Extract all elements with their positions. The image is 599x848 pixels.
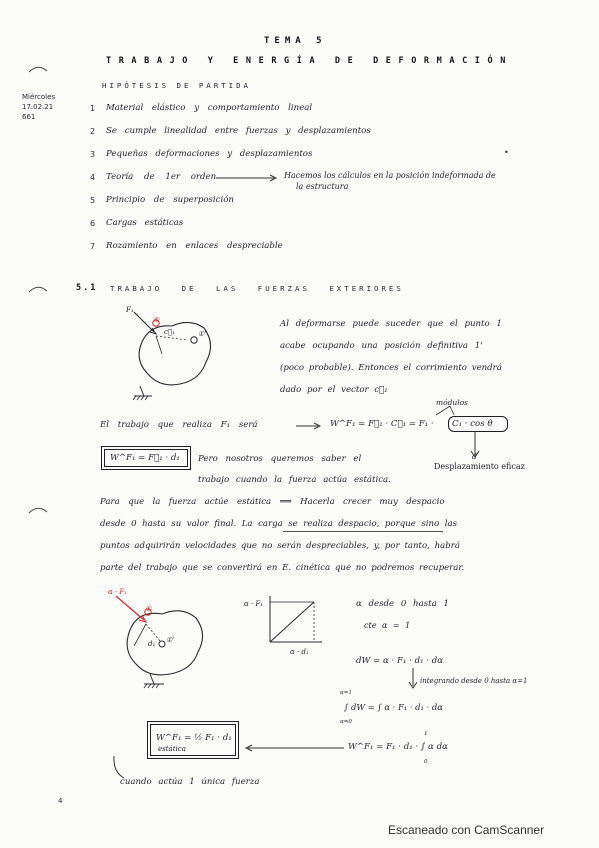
work-formula-left: W^F₁ = F⃗₁ · C⃗₁ = F₁ ·: [330, 419, 434, 429]
page-title: TRABAJO Y ENERGÍA DE DEFORMACIÓN: [106, 56, 513, 66]
alpha-range: α desde 0 hasta 1: [356, 599, 449, 609]
hypothesis-number: 6: [90, 219, 96, 228]
deformable-body-diagram-1: [120, 302, 220, 402]
work-formula-box: C₁ · cos θ: [452, 419, 493, 429]
arrow-down-icon: [408, 668, 418, 690]
margin-date: 17.02.21: [22, 103, 54, 111]
integral-lim-low: α=0: [340, 719, 352, 725]
hypothesis-text: Principio de superposición: [106, 195, 234, 205]
tema-heading: TEMA 5: [264, 36, 327, 46]
integrando-note: integrando desde 0 hasta α=1: [420, 677, 528, 685]
section-number: 5.1: [76, 283, 98, 293]
para2-line-1: Pero nosotros queremos saber el: [198, 454, 362, 464]
para3-line-1: Para que la fuerza actúe estática ⟹ Hacerla crecer muy despacio: [100, 497, 445, 507]
hypothesis-text: Cargas estáticas: [106, 218, 184, 228]
alpha-static: cte α = 1: [364, 621, 411, 630]
formula-box-1-text: W^F₁ = F⃗₁ · d₁: [110, 453, 180, 463]
formula-box-2-sub: estática: [158, 745, 186, 753]
hypothesis-text: Teoría de 1er orden: [106, 172, 217, 182]
para3-line-4: parte del trabajo que se convertirá en E. cinética que no podremos recuperar.: [100, 563, 465, 573]
margin-day: Miércoles: [22, 93, 56, 101]
hypothesis-number: 1: [90, 104, 96, 113]
para3-line-2: desde 0 hasta su valor final. La carga se realiza despacio, porque sino las: [100, 519, 458, 529]
hypothesis-text: Material elástico y comportamiento lineal: [106, 103, 313, 113]
para1-line-4: dado por el vector c⃗₁: [280, 385, 388, 395]
section-title: TRABAJO DE LAS FUERZAS EXTERIORES: [110, 284, 404, 293]
para1-line-3: (poco probable). Entonces el corrimiento vendrá: [280, 363, 502, 373]
final-lim-up: 1: [424, 731, 428, 737]
diagram2-force-label: α · F₁: [108, 588, 128, 596]
force-displacement-graph: [244, 592, 334, 664]
arrow-right-icon: [296, 422, 322, 430]
modulos-label: módulos: [436, 398, 469, 407]
diagram1-vector-label: c⃗₁: [164, 328, 175, 336]
diagram2-point-b: ①': [166, 636, 175, 644]
integral-formula: ∫ dW = ∫ α · F₁ · d₁ · dα: [344, 702, 443, 712]
hypothesis-number: 4: [90, 173, 96, 182]
hypothesis-number: 5: [90, 196, 96, 205]
diagram2-d-label: d₁: [148, 640, 156, 648]
hypothesis-number: 7: [90, 242, 96, 251]
d-label: d: [472, 452, 477, 461]
hypothesis-number: 3: [90, 150, 96, 159]
punch-mark-bottom: [28, 505, 48, 515]
conclusion-text: cuando actúa 1 única fuerza: [120, 777, 260, 787]
para2-line-2: trabajo cuando la fuerza actúa estática.: [198, 475, 391, 485]
para3-line-3: puntos adquirirán velocidades que no serán despreciables, y, por tanto, habrá: [100, 541, 461, 551]
hypothesis-text: Rozamiento en enlaces despreciable: [106, 241, 283, 251]
arrow-left-icon: [244, 744, 344, 752]
desplazamiento-label: Desplazamiento eficaz: [434, 462, 525, 471]
diagram2-point-a: ①: [145, 605, 152, 613]
hypothesis-number: 2: [90, 127, 96, 136]
margin-code: 661: [22, 113, 36, 121]
diagram1-force-label: F₁: [126, 306, 134, 314]
modulos-pointer: [430, 405, 460, 417]
punch-mark-top: [28, 64, 48, 74]
arrow-right-icon: [216, 174, 278, 182]
para1-line-2: acabe ocupando una posición definitiva 1': [280, 341, 483, 351]
punch-mark-middle: [28, 284, 48, 294]
graph-y-label: α · F₁: [244, 600, 264, 608]
hypothesis-4-note-line-2: la estructura: [296, 182, 349, 191]
diagram1-point-b: ①': [198, 330, 207, 338]
graph-x-label: α · d₁: [290, 648, 309, 656]
integral-lim-up: α=1: [340, 690, 352, 696]
dw-formula: dW = α · F₁ · d₁ · dα: [356, 656, 444, 666]
para1-line-1: Al deformarse puede suceder que el punto 1: [280, 319, 502, 329]
hypotheses-heading: HIPÓTESIS DE PARTIDA: [102, 81, 251, 90]
formula-box-2-main: W^F₁ = ½ F₁ · d₁: [156, 733, 232, 743]
final-lim-low: 0: [424, 759, 428, 765]
scanner-watermark: Escaneado con CamScanner: [388, 823, 545, 837]
final-formula: W^F₁ = F₁ · d₁ · ∫ α dα: [348, 742, 448, 752]
hypothesis-text: Pequeñas deformaciones y desplazamientos: [106, 149, 313, 159]
work-line-text: El trabajo que realiza F₁ será: [100, 420, 258, 430]
underline-carga-despacio: [283, 531, 443, 532]
diagram1-point-a: ①: [153, 316, 160, 324]
page-mark: 4: [58, 797, 63, 805]
bullet-dot: •: [504, 148, 509, 157]
deformable-body-diagram-2: [104, 586, 216, 692]
hypothesis-4-note-line-1: Hacemos los cálculos en la posición indeformada de: [284, 171, 496, 180]
hypothesis-text: Se cumple linealidad entre fuerzas y desplazamientos: [106, 126, 371, 136]
